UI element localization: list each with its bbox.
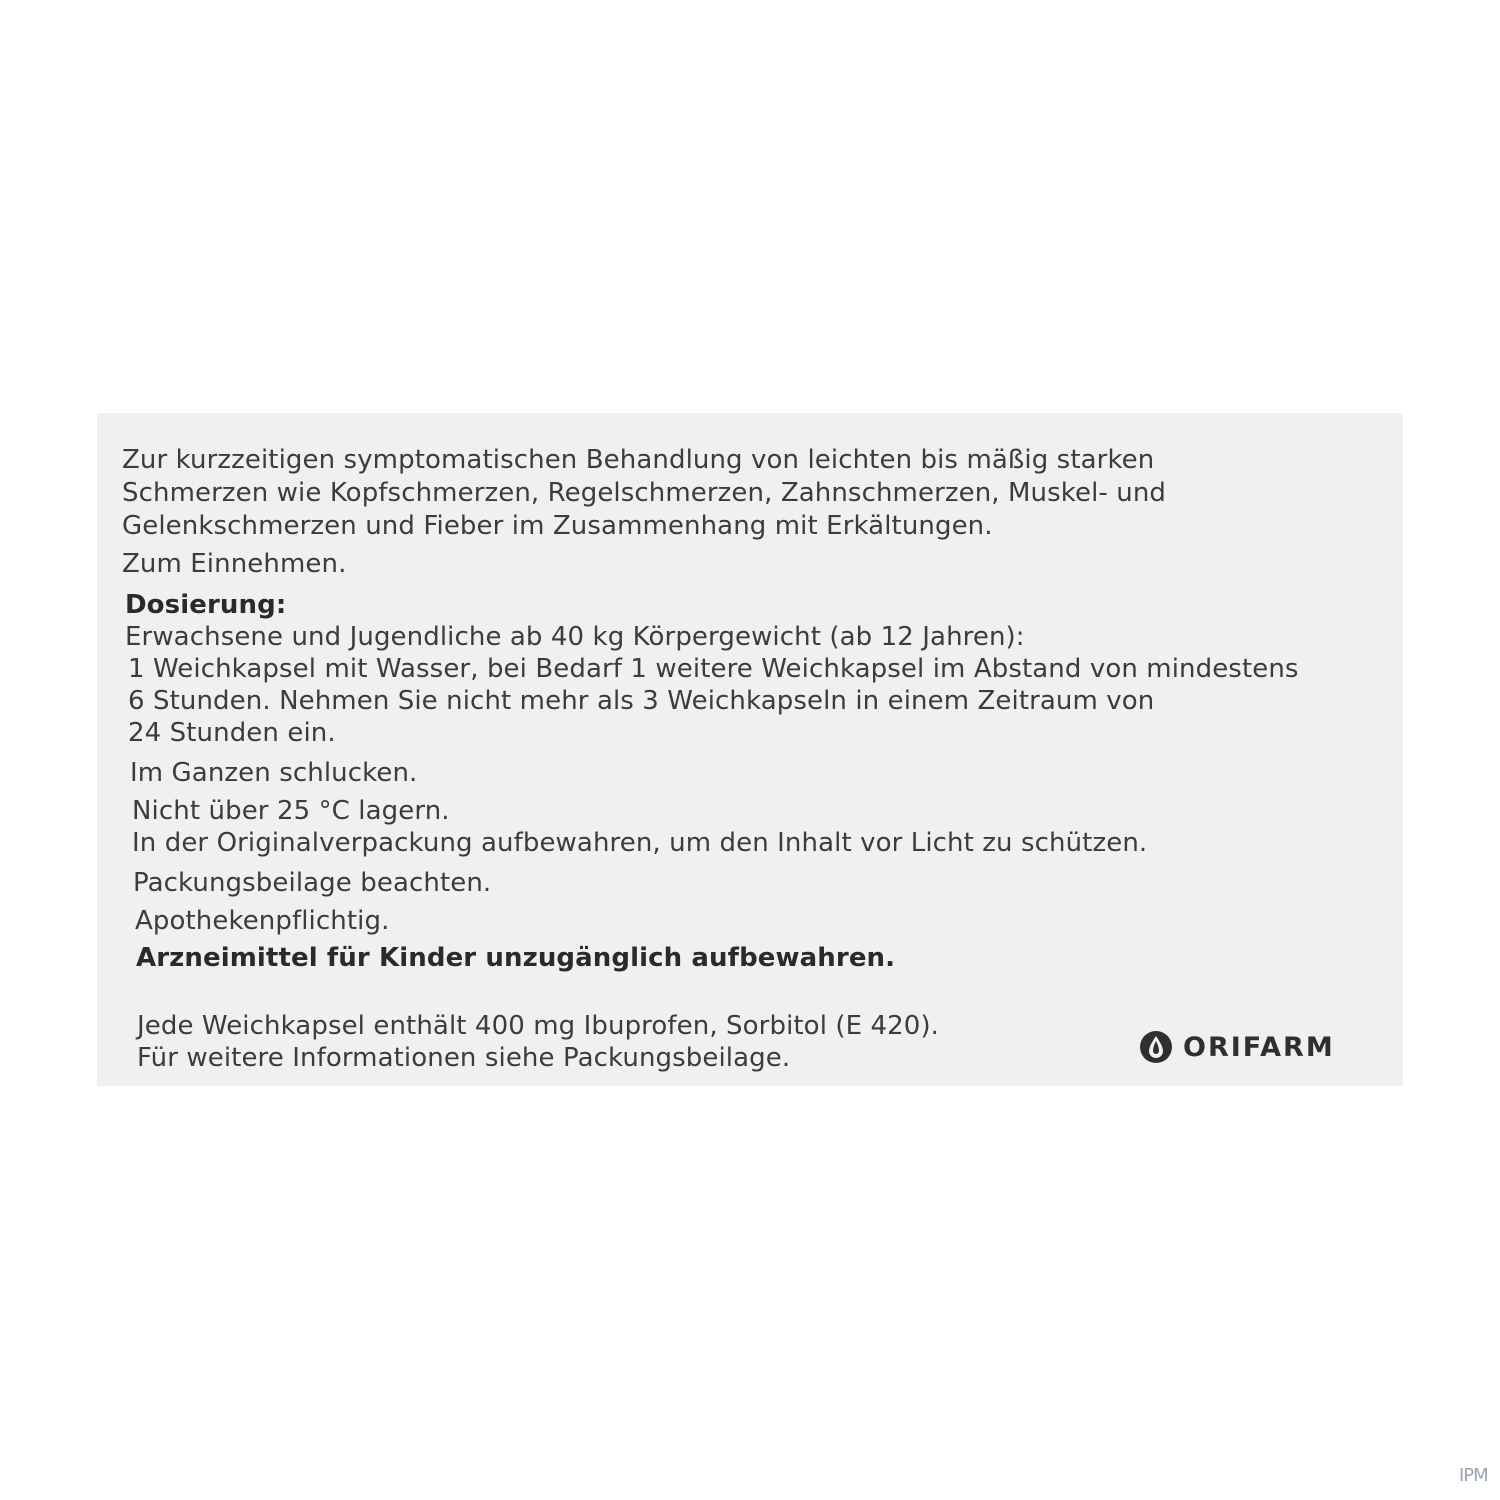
- administration-note: Zum Einnehmen.: [122, 549, 347, 579]
- indication-line-1: Zur kurzzeitigen symptomatischen Behandlung von leichten bis mäßig starken: [122, 445, 1155, 475]
- dosage-line-1: Erwachsene und Jugendliche ab 40 kg Körpergewicht (ab 12 Jahren):: [125, 622, 1025, 652]
- dosage-heading: Dosierung:: [125, 590, 287, 620]
- dosage-line-2: 1 Weichkapsel mit Wasser, bei Bedarf 1 weitere Weichkapsel im Abstand von mindestens: [128, 654, 1299, 684]
- watermark: IPM: [1459, 1465, 1488, 1486]
- dosage-line-4: 24 Stunden ein.: [128, 718, 336, 748]
- indication-line-3: Gelenkschmerzen und Fieber im Zusammenhang mit Erkältungen.: [122, 511, 993, 541]
- orifarm-logo: [1138, 1029, 1335, 1065]
- storage-temperature: Nicht über 25 °C lagern.: [132, 796, 450, 826]
- orifarm-mark-icon: [1138, 1029, 1174, 1065]
- indication-line-2: Schmerzen wie Kopfschmerzen, Regelschmerzen, Zahnschmerzen, Muskel- und: [122, 478, 1167, 508]
- swallow-note: Im Ganzen schlucken.: [130, 758, 418, 788]
- dosage-line-3: 6 Stunden. Nehmen Sie nicht mehr als 3 Weichkapseln in einem Zeitraum von: [128, 686, 1155, 716]
- pharmacy-note: Apothekenpflichtig.: [135, 906, 390, 936]
- label-panel: [97, 413, 1403, 1086]
- composition-line: Jede Weichkapsel enthält 400 mg Ibuprofen, Sorbitol (E 420).: [137, 1011, 940, 1041]
- children-warning: Arzneimittel für Kinder unzugänglich aufbewahren.: [136, 943, 896, 973]
- leaflet-note: Packungsbeilage beachten.: [133, 868, 492, 898]
- storage-packaging: In der Originalverpackung aufbewahren, um den Inhalt vor Licht zu schützen.: [132, 828, 1148, 858]
- brand-name: ORIFARM: [1183, 1031, 1335, 1063]
- info-line: Für weitere Informationen siehe Packungsbeilage.: [137, 1043, 791, 1073]
